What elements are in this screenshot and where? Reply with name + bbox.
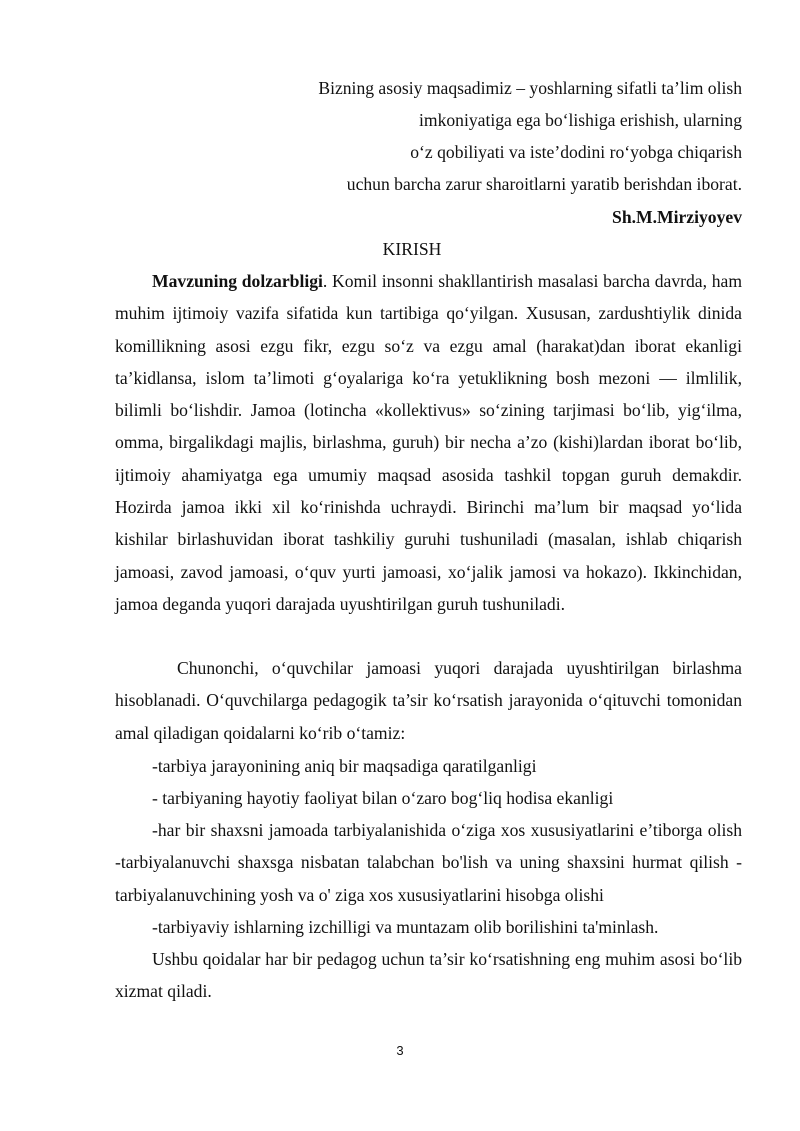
epigraph-line-4: uchun barcha zarur sharoitlarni yaratib berishdan iborat. [346, 174, 742, 194]
page-number: 3 [396, 1043, 404, 1058]
section-heading [0, 237, 800, 261]
heading-text: KIRISH [382, 239, 442, 259]
paragraph-conclusion: Ushbu qoidalar har bir pedagog uchun ta’sir ko‘rsatishning eng muhim asosi bo‘lib xizmat qiladi. [115, 949, 742, 1002]
epigraph-line-2: imkoniyatiga ega bo‘lishiga erishish, ularning [419, 110, 742, 130]
paragraph-relevance [115, 265, 742, 620]
epigraph-line-3: o‘z qobiliyati va iste’dodini ro‘yobga chiqarish [410, 142, 742, 162]
list-item-1: -tarbiya jarayonining aniq bir maqsadiga qaratilganligi [152, 756, 537, 776]
paragraph-rules: -har bir shaxsni jamoada tarbiyalanishida o‘ziga xos xususiyatlarini e’tiborga olish -tarbiyalanuvchi shaxsga nisbatan talabchan bo'lish va uning shaxsini hurmat qilish - tarbiyalanuvchining yosh va o' ziga xos xususiyatlarini hisobga olishi [115, 820, 742, 905]
paragraph-lead: Mavzuning dolzarbligi [152, 271, 323, 291]
epigraph-line-1: Bizning asosiy maqsadimiz – yoshlarning sifatli ta’lim olish [318, 78, 742, 98]
epigraph-author: Sh.M.Mirziyoyev [612, 207, 742, 227]
list-item-2: - tarbiyaning hayotiy faoliyat bilan o‘zaro bog‘liq hodisa ekanligi [152, 788, 614, 808]
paragraph-students: Chunonchi, o‘quvchilar jamoasi yuqori darajada uyushtirilgan birlashma hisoblanadi. O‘quvchilarga pedagogik ta’sir ko‘rsatish jarayonida o‘qituvchi tomonidan amal qiladigan qoidalarni ko‘rib o‘tamiz: [115, 658, 742, 743]
paragraph-relevance-text: . Komil insonni shakllantirish masalasi barcha davrda, ham muhim ijtimoiy vazifa sifatida kun tartibiga qo‘yilgan. Xususan, zardushtiylik dinida komillikning asosi ezgu fikr, ezgu so‘z va ezgu amal (harakat)dan iborat ekanligi ta’kidlansa, islom ta’limoti g‘oyalariga ko‘ra yetuklikning bosh mezoni — ilmlilik, bilimli bo‘lishdir. Jamoa (lotincha «kollektivus» so‘zining tarjimasi bo‘lib, yig‘ilma, omma, birgalikdagi majlis, birlashma, guruh) bir necha a’zo (kishi)lardan iborat bo‘lib, ijtimoiy ahamiyatga ega umumiy maqsad asosida tashkil topgan guruh demakdir. Hozirda jamoa ikki xil ko‘rinishda uchraydi. Birinchi ma’lum bir maqsad yo‘lida kishilar birlashuvidan iborat tashkiliy guruhi tushuniladi (masalan, ishlab chiqarish jamoasi, zavod jamoasi, o‘quv yurti jamoasi, xo‘jalik jamosi va hokazo). Ikkinchidan, jamoa deganda yuqori darajada uyushtirilgan guruh tushuniladi. [115, 271, 743, 614]
list-item-last: -tarbiyaviy ishlarning izchilligi va muntazam olib borilishini ta'minlash. [152, 917, 659, 937]
